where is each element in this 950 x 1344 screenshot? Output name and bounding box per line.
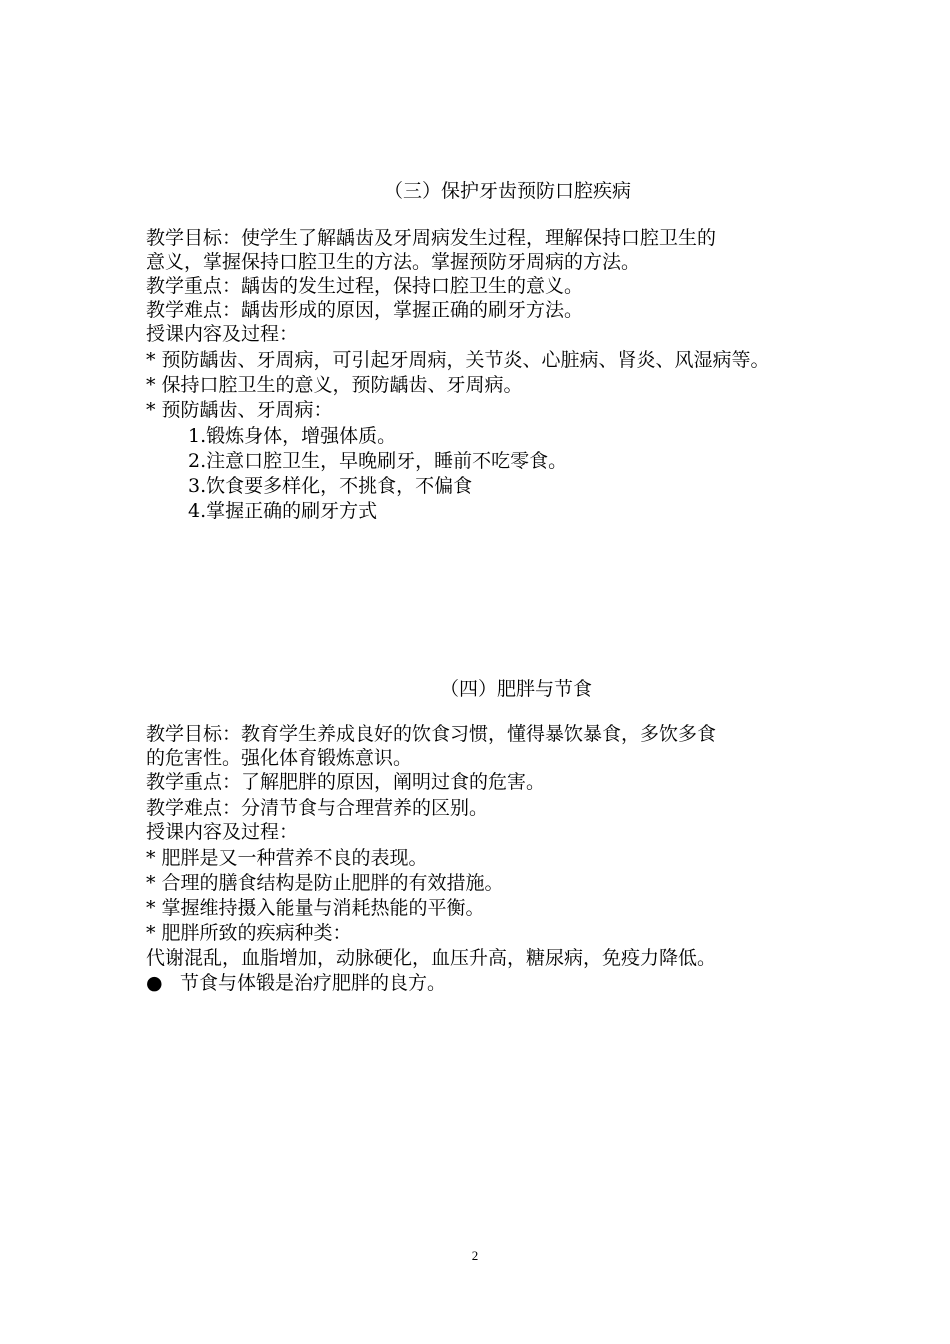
bullet-dot-icon: ●	[146, 972, 163, 994]
s3-item-2: * 保持口腔卫生的意义，预防龋齿、牙周病。	[146, 374, 523, 396]
s4-item-2: * 合理的膳食结构是防止肥胖的有效措施。	[146, 872, 504, 894]
s4-objective-line-1: 教学目标：教育学生养成良好的饮食习惯，懂得暴饮暴食，多饮多食	[146, 723, 717, 745]
section-3-title: （三）保护牙齿预防口腔疾病	[384, 180, 632, 202]
s4-disease-list: 代谢混乱，血脂增加，动脉硬化，血压升高，糖尿病，免疫力降低。	[146, 947, 717, 969]
s3-key-point: 教学重点：龋齿的发生过程，保持口腔卫生的意义。	[146, 275, 584, 297]
s4-bullet-item	[146, 971, 446, 995]
s4-content-heading: 授课内容及过程：	[146, 821, 299, 843]
s4-difficulty: 教学难点：分清节食与合理营养的区别。	[146, 797, 489, 819]
s3-step-2: 2.注意口腔卫生，早晚刷牙，睡前不吃零食。	[188, 450, 568, 472]
s3-difficulty: 教学难点：龋齿形成的原因，掌握正确的刷牙方法。	[146, 299, 584, 321]
s4-bullet-text: 节食与体锻是治疗肥胖的良方。	[180, 972, 447, 994]
s4-item-4: * 肥胖所致的疾病种类：	[146, 922, 352, 944]
s4-objective-line-2: 的危害性。强化体育锻炼意识。	[146, 747, 413, 769]
s3-item-1: * 预防龋齿、牙周病，可引起牙周病，关节炎、心脏病、肾炎、风湿病等。	[146, 349, 770, 371]
s3-step-1: 1.锻炼身体，增强体质。	[188, 425, 397, 447]
s4-item-3: * 掌握维持摄入能量与消耗热能的平衡。	[146, 897, 485, 919]
s3-objective-line-2: 意义，掌握保持口腔卫生的方法。掌握预防牙周病的方法。	[146, 251, 641, 273]
s3-step-4: 4.掌握正确的刷牙方式	[188, 500, 378, 522]
s4-item-1: * 肥胖是又一种营养不良的表现。	[146, 847, 428, 869]
s3-content-heading: 授课内容及过程：	[146, 323, 299, 345]
page-number: 2	[471, 1248, 479, 1263]
s4-key-point: 教学重点：了解肥胖的原因，阐明过食的危害。	[146, 771, 546, 793]
s3-objective-line-1: 教学目标：使学生了解龋齿及牙周病发生过程，理解保持口腔卫生的	[146, 227, 717, 249]
s3-item-3: * 预防龋齿、牙周病：	[146, 399, 333, 421]
section-4-title: （四）肥胖与节食	[440, 678, 593, 700]
s3-step-3: 3.饮食要多样化，不挑食，不偏食	[188, 475, 473, 497]
